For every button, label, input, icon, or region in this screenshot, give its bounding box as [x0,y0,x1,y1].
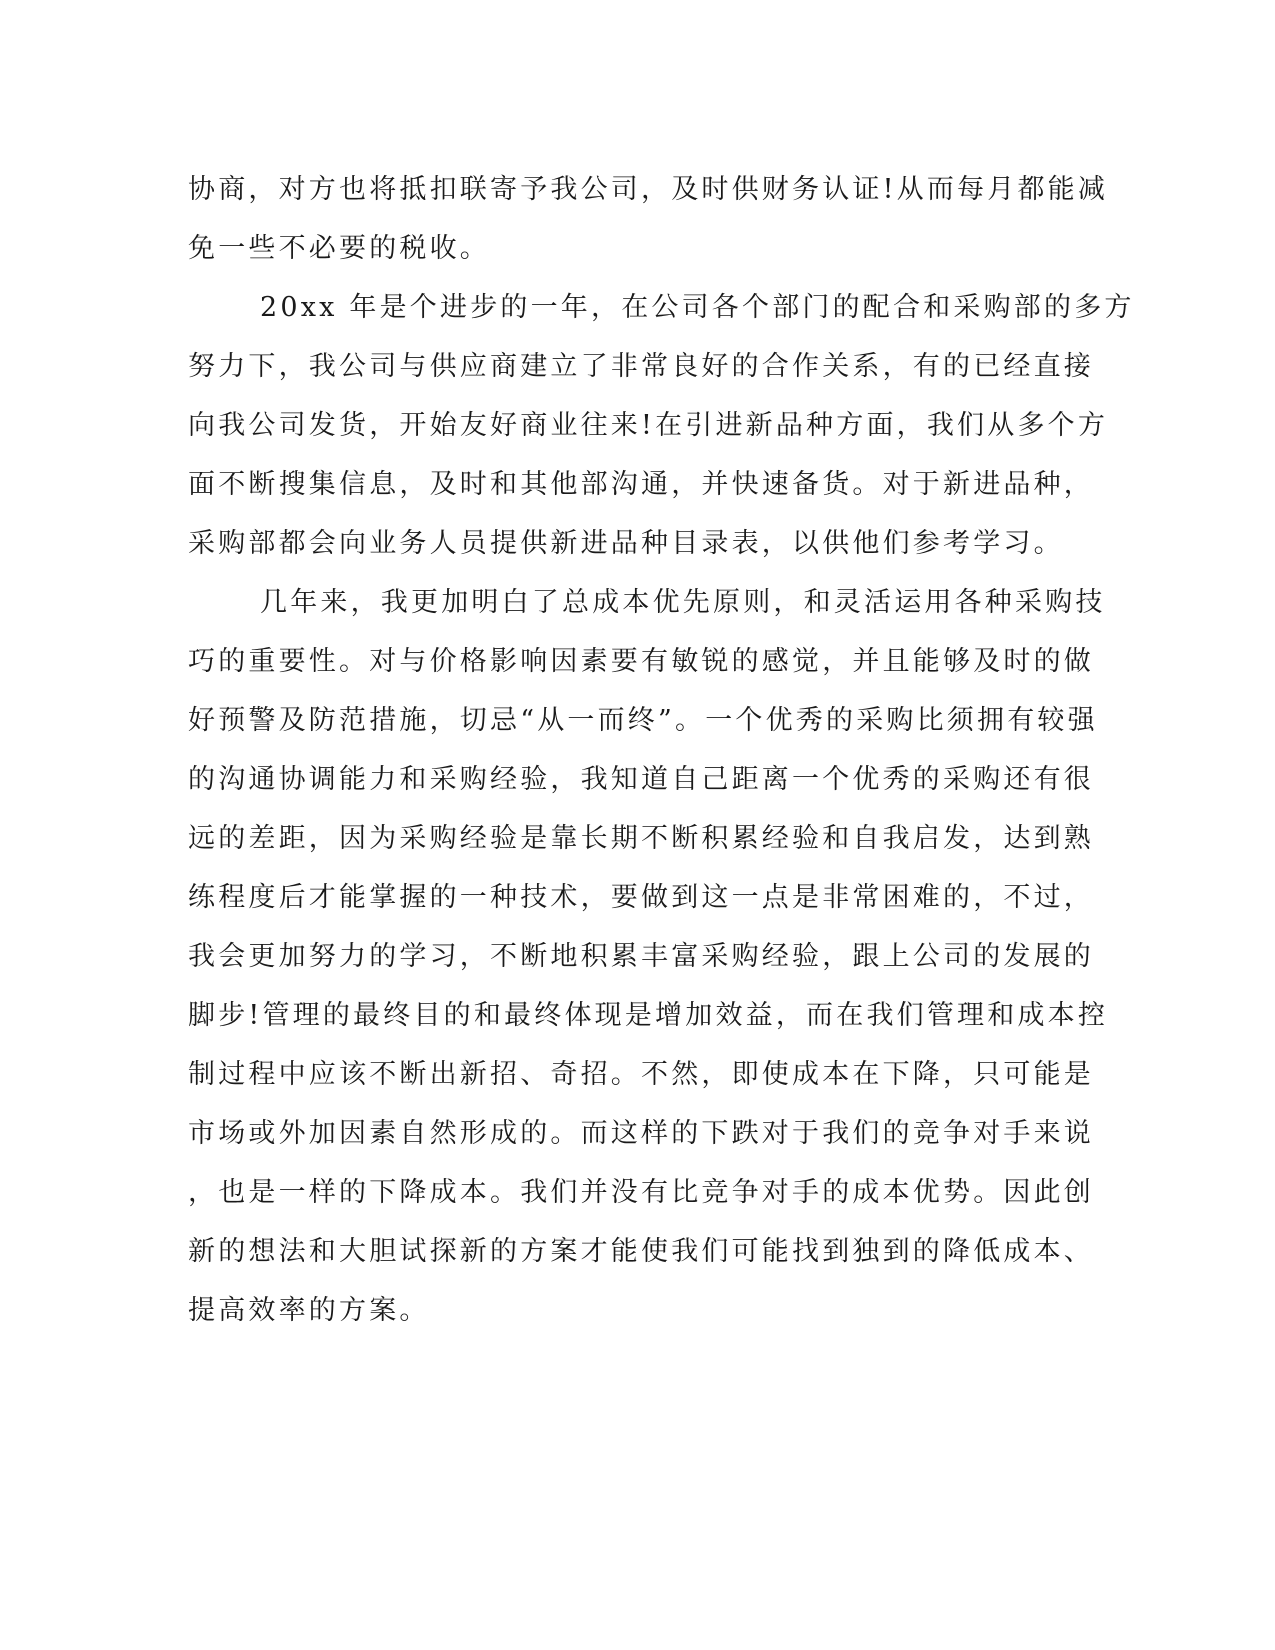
paragraph [188,278,1135,573]
text-line: 几年来，我更加明白了总成本优先原则，和灵活运用各种采购技 [260,587,1106,618]
text-line: 20xx 年是个进步的一年，在公司各个部门的配合和采购部的多方 [260,292,1135,323]
text-line: 制过程中应该不断出新招、奇招。不然，即使成本在下降，只可能是 [188,1059,1094,1090]
text-line: 协商，对方也将抵扣联寄予我公司，及时供财务认证!从而每月都能减 [188,174,1109,205]
paragraph [188,573,1109,1340]
text-line: 向我公司发货，开始友好商业往来!在引进新品种方面，我们从多个方 [188,410,1109,441]
text-line: 巧的重要性。对与价格影响因素要有敏锐的感觉，并且能够及时的做 [188,646,1094,677]
text-line: 脚步!管理的最终目的和最终体现是增加效益，而在我们管理和成本控 [188,1000,1109,1031]
text-line: 努力下，我公司与供应商建立了非常良好的合作关系，有的已经直接 [188,351,1094,382]
text-line: ，也是一样的下降成本。我们并没有比竞争对手的成本优势。因此创 [188,1177,1094,1208]
text-line: 采购部都会向业务人员提供新进品种目录表，以供他们参考学习。 [188,528,1064,559]
text-line: 的沟通协调能力和采购经验，我知道自己距离一个优秀的采购还有很 [188,764,1094,795]
text-line: 练程度后才能掌握的一种技术，要做到这一点是非常困难的，不过， [188,882,1094,913]
text-line: 远的差距，因为采购经验是靠长期不断积累经验和自我启发，达到熟 [188,823,1094,854]
text-line: 市场或外加因素自然形成的。而这样的下跌对于我们的竞争对手来说 [188,1118,1094,1149]
text-line: 新的想法和大胆试探新的方案才能使我们可能找到独到的降低成本、 [188,1236,1094,1267]
paragraph [188,160,1109,278]
text-line: 好预警及防范措施，切忌“从一而终”。一个优秀的采购比须拥有较强 [188,705,1098,736]
text-line: 面不断搜集信息，及时和其他部沟通，并快速备货。对于新进品种， [188,469,1094,500]
text-line: 免一些不必要的税收。 [188,233,490,264]
body-text [188,160,1135,1340]
text-line: 我会更加努力的学习，不断地积累丰富采购经验，跟上公司的发展的 [188,941,1094,972]
text-line: 提高效率的方案。 [188,1295,430,1326]
